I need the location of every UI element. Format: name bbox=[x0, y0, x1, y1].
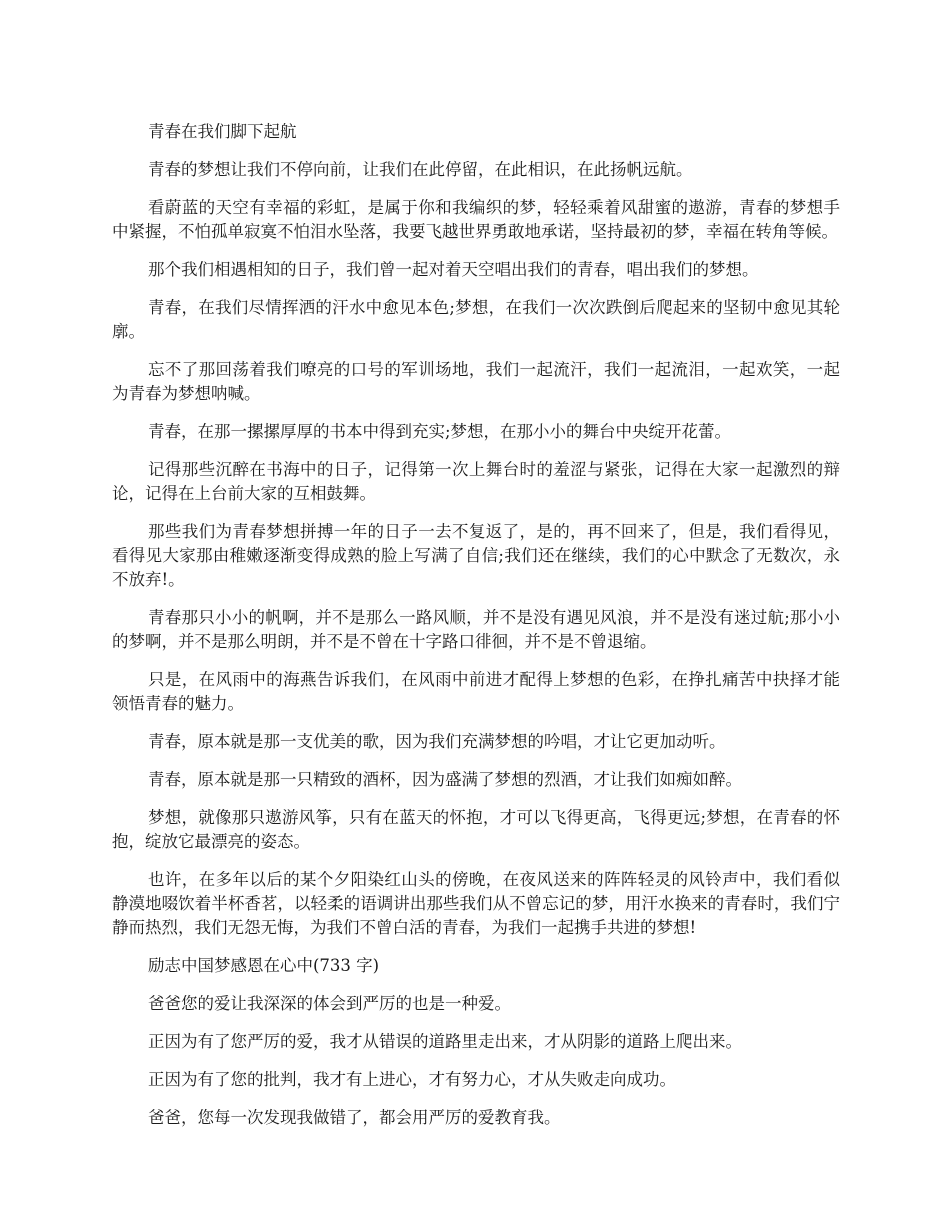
document-body bbox=[112, 120, 840, 1144]
paragraph: 也许，在多年以后的某个夕阳染红山头的傍晚，在夜风送来的阵阵轻灵的风铃声中，我们看似静漠地啜饮着半杯香茗，以轻柔的语调讲出那些我们从不曾忘记的梦，用汗水换来的青春时，我们宁静而热烈，我们无怨无悔，为我们不曾白活的青春，为我们一起携手共进的梦想! bbox=[112, 870, 840, 937]
paragraph: 正因为有了您严厉的爱，我才从错误的道路里走出来，才从阴影的道路上爬出来。 bbox=[148, 1032, 742, 1051]
paragraph: 梦想，就像那只遨游风筝，只有在蓝天的怀抱，才可以飞得更高，飞得更远;梦想，在青春的怀抱，绽放它最漂亮的姿态。 bbox=[112, 808, 840, 851]
section-title: 励志中国梦感恩在心中(733 字) bbox=[148, 956, 380, 975]
paragraph: 青春，在我们尽情挥洒的汗水中愈见本色;梦想，在我们一次次跌倒后爬起来的坚韧中愈见其轮廓。 bbox=[112, 298, 840, 341]
paragraph: 青春，在那一摞摞厚厚的书本中得到充实;梦想，在那小小的舞台中央绽开花蕾。 bbox=[148, 422, 732, 441]
paragraph: 正因为有了您的批判，我才有上进心，才有努力心，才从失败走向成功。 bbox=[148, 1070, 676, 1089]
paragraph: 爸爸，您每一次发现我做错了，都会用严厉的爱教育我。 bbox=[148, 1108, 561, 1127]
paragraph: 青春那只小小的帆啊，并不是那么一路风顺，并不是没有遇见风浪，并不是没有迷过航;那小小的梦啊，并不是那么明朗，并不是不曾在十字路口徘徊，并不是不曾退缩。 bbox=[112, 608, 840, 651]
paragraph: 青春，原本就是那一支优美的歌，因为我们充满梦想的吟唱，才让它更加动听。 bbox=[148, 732, 726, 751]
article-title: 青春在我们脚下起航 bbox=[148, 122, 297, 141]
paragraph: 爸爸您的爱让我深深的体会到严厉的也是一种爱。 bbox=[148, 994, 511, 1013]
paragraph: 记得那些沉醉在书海中的日子，记得第一次上舞台时的羞涩与紧张，记得在大家一起激烈的辩论，记得在上台前大家的互相鼓舞。 bbox=[112, 460, 840, 503]
paragraph: 只是，在风雨中的海燕告诉我们，在风雨中前进才配得上梦想的色彩，在挣扎痛苦中抉择才能领悟青春的魅力。 bbox=[112, 670, 840, 713]
paragraph: 忘不了那回荡着我们嘹亮的口号的军训场地，我们一起流汗，我们一起流泪，一起欢笑，一起为青春为梦想呐喊。 bbox=[112, 360, 840, 403]
paragraph: 那些我们为青春梦想拼搏一年的日子一去不复返了，是的，再不回来了，但是，我们看得见，看得见大家那由稚嫩逐渐变得成熟的脸上写满了自信;我们还在继续，我们的心中默念了无数次，永不放弃!。 bbox=[112, 522, 840, 589]
paragraph: 那个我们相遇相知的日子，我们曾一起对着天空唱出我们的青春，唱出我们的梦想。 bbox=[148, 260, 759, 279]
paragraph: 看蔚蓝的天空有幸福的彩虹，是属于你和我编织的梦，轻轻乘着风甜蜜的遨游，青春的梦想手中紧握，不怕孤单寂寞不怕泪水坠落，我要飞越世界勇敢地承诺，坚持最初的梦，幸福在转角等候。 bbox=[112, 198, 840, 241]
paragraph: 青春的梦想让我们不停向前，让我们在此停留，在此相识，在此扬帆远航。 bbox=[148, 160, 693, 179]
paragraph: 青春，原本就是那一只精致的酒杯，因为盛满了梦想的烈酒，才让我们如痴如醉。 bbox=[148, 770, 742, 789]
